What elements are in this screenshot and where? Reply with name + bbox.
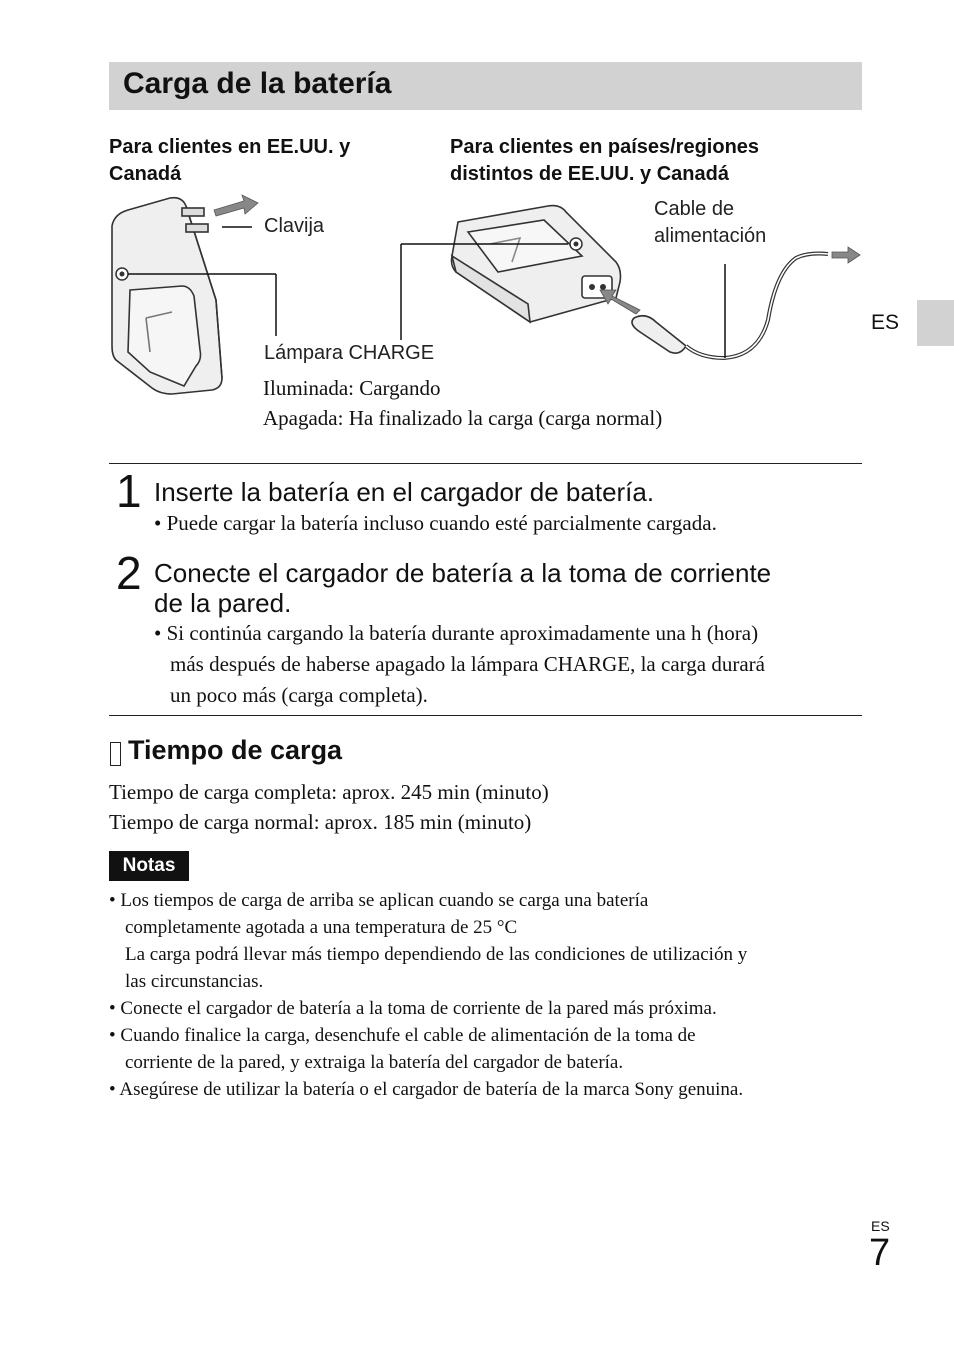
cable-label — [654, 196, 766, 250]
note-1-line-4: las circunstancias. — [125, 971, 264, 992]
page-language-code: ES — [871, 1218, 890, 1234]
steps-bottom-divider — [109, 715, 862, 716]
note-1-line-3: La carga podrá llevar más tiempo dependiendo de las condiciones de utilización y — [125, 944, 748, 965]
left-heading-line-2: Canadá — [109, 163, 182, 185]
bullet-icon: • — [109, 1025, 121, 1046]
bullet-icon: • — [154, 621, 167, 645]
note-3-line-2: corriente de la pared, y extraiga la batería del cargador de batería. — [125, 1052, 624, 1073]
bullet-icon: • — [154, 511, 167, 535]
side-tab-marker — [917, 300, 954, 346]
bullet-icon: • — [109, 1079, 120, 1100]
page-title: Carga de la batería — [123, 67, 392, 100]
step-2-bullet-line-1: Si continúa cargando la batería durante aproximadamente una h (hora) — [166, 621, 759, 645]
plug-label: Clavija — [264, 215, 325, 237]
note-item — [109, 887, 869, 995]
note-4-line-1: Asegúrese de utilizar la batería o el cargador de batería de la marca Sony genuina. — [119, 1079, 744, 1100]
power-cord-illustration — [632, 254, 828, 359]
note-1-line-1: Los tiempos de carga de arriba se aplican cuando se carga una batería — [120, 890, 649, 911]
note-item — [109, 1076, 869, 1103]
intl-charger-illustration — [452, 206, 621, 322]
note-item — [109, 1022, 869, 1076]
full-charge-time: Tiempo de carga completa: aprox. 245 min (minuto) — [109, 780, 549, 804]
bullet-icon: • — [109, 998, 121, 1019]
step-2-bullet-line-2: más después de haberse apagado la lámpara CHARGE, la carga durará — [170, 652, 765, 676]
step-2-text — [154, 558, 771, 618]
step-1-bullet-text: Puede cargar la batería incluso cuando esté parcialmente cargada. — [166, 511, 717, 535]
lamp-indicator-left — [116, 268, 128, 280]
step-1-bullet — [154, 508, 717, 539]
cable-end-arrow-icon — [832, 247, 860, 263]
step-1-number: 1 — [116, 465, 142, 517]
cable-label-line-1: Cable de — [654, 198, 735, 220]
lamp-label: Lámpara CHARGE — [264, 342, 435, 364]
plug-arrow-icon — [214, 195, 258, 216]
note-2-line-1: Conecte el cargador de batería a la toma de corriente de la pared más próxima. — [120, 998, 717, 1019]
cable-insert-arrow-icon — [600, 290, 640, 314]
note-3-line-1: Cuando finalice la carga, desenchufe el cable de alimentación de la toma de — [120, 1025, 696, 1046]
step-2-text-line-2: de la pared. — [154, 588, 292, 618]
lamp-off-description: Apagada: Ha finalizado la carga (carga normal) — [263, 406, 663, 430]
left-heading-line-1: Para clientes en EE.UU. y — [109, 136, 351, 158]
note-1-line-2: completamente agotada a una temperatura de 25 °C — [125, 917, 518, 938]
step-2-number: 2 — [116, 547, 142, 599]
us-charger-illustration — [112, 198, 222, 394]
step-2-text-line-1: Conecte el cargador de batería a la toma de corriente — [154, 558, 772, 588]
right-heading-line-1: Para clientes en países/regiones — [450, 136, 760, 158]
page-number: 7 — [869, 1232, 891, 1274]
charger-diagram — [0, 0, 954, 460]
charge-time-heading: Tiempo de carga — [128, 735, 343, 765]
step-1-text: Inserte la batería en el cargador de batería. — [154, 477, 655, 507]
lamp-on-description: Iluminada: Cargando — [263, 376, 441, 400]
step-2-bullet — [154, 618, 765, 711]
cable-label-line-2: alimentación — [654, 225, 767, 247]
note-item — [109, 995, 869, 1022]
bullet-icon: • — [109, 890, 121, 911]
normal-charge-time: Tiempo de carga normal: aprox. 185 min (minuto) — [109, 810, 532, 834]
notes-list — [109, 887, 869, 1103]
steps-top-divider — [109, 463, 862, 464]
right-heading-line-2: distintos de EE.UU. y Canadá — [450, 163, 729, 185]
notes-label: Notas — [109, 851, 189, 881]
section-marker-icon — [110, 742, 121, 766]
lamp-indicator-right — [570, 238, 582, 250]
step-2-bullet-line-3: un poco más (carga completa). — [170, 683, 428, 707]
side-language-label: ES — [871, 311, 900, 334]
